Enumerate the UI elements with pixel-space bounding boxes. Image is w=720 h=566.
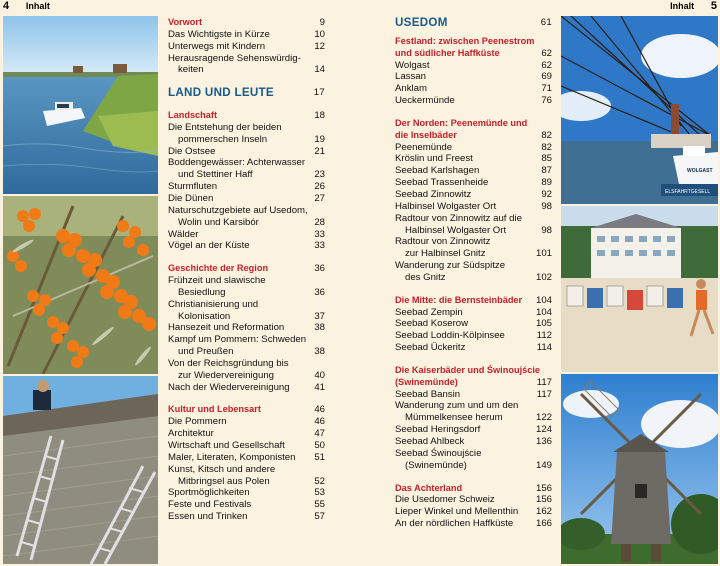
toc-entry-page: 27 <box>314 192 325 204</box>
sea-buckthorn-illustration <box>3 196 158 374</box>
toc-entry <box>395 83 552 95</box>
thatched-roof-illustration <box>3 376 158 564</box>
toc-entry-title: Nach der Wiedervereinigung <box>168 381 290 393</box>
toc-entry-page: 62 <box>541 59 552 71</box>
toc-entry-page: 62 <box>541 47 552 59</box>
toc-entry-page: 33 <box>314 240 325 252</box>
toc-entry-title: Wolgast <box>395 59 430 71</box>
toc-entry-page: 41 <box>314 381 325 393</box>
toc-entry <box>168 41 325 53</box>
toc-section-heading <box>168 263 325 275</box>
toc-entry-page: 18 <box>314 110 325 122</box>
toc-entry-page: 76 <box>541 95 552 107</box>
toc-entry-title: Seebad Ückeritz <box>395 342 466 354</box>
toc-entry-page: 19 <box>314 133 325 145</box>
toc-entry-page: 28 <box>314 216 325 228</box>
toc-entry-page: 12 <box>314 40 325 52</box>
toc-entry-page: 10 <box>314 28 325 40</box>
toc-entry <box>168 487 325 499</box>
toc-entry <box>395 389 552 401</box>
toc-entry <box>395 307 552 319</box>
toc-entry <box>395 342 552 354</box>
toc-entry-page: 9 <box>319 17 325 28</box>
photo-beach-hotel <box>561 206 718 372</box>
toc-entry-title: Die Entstehung der beiden <box>168 121 282 133</box>
toc-entry-title: Halbinsel Wolgaster Ort <box>395 200 497 212</box>
toc-entry-page: 124 <box>535 424 552 436</box>
toc-entry-page: 156 <box>535 494 552 506</box>
toc-entry <box>168 382 325 394</box>
toc-entry-title: Die Ostsee <box>168 145 216 157</box>
toc-entry-page: 82 <box>541 129 552 141</box>
toc-entry-page: 46 <box>314 404 325 416</box>
toc-section-heading <box>395 48 552 60</box>
photo-ship-rigging <box>561 16 718 204</box>
toc-entry-title: pommerschen Inseln <box>178 133 268 145</box>
right-toc-list <box>395 17 552 530</box>
toc-entry-title: Das Achterland <box>395 482 463 493</box>
left-page-header-title: Inhalt <box>25 1 50 11</box>
toc-spacer <box>395 29 552 36</box>
toc-entry-page: 117 <box>536 388 552 400</box>
toc-entry <box>168 134 325 146</box>
left-page-header <box>3 0 50 13</box>
toc-entry <box>395 330 552 342</box>
toc-entry-page: 71 <box>541 83 552 95</box>
toc-entry <box>395 95 552 107</box>
toc-entry-title: Kultur und Lebensart <box>168 404 261 415</box>
toc-spacer <box>168 99 325 110</box>
toc-entry <box>168 169 325 181</box>
toc-spacer <box>168 393 325 404</box>
toc-entry-title: Boddengewässer: Achterwasser <box>168 157 306 169</box>
toc-entry <box>395 506 552 518</box>
toc-entry <box>395 153 552 165</box>
toc-entry <box>395 189 552 201</box>
toc-entry-page: 117 <box>536 376 552 388</box>
toc-entry-title: Wälder <box>168 228 199 240</box>
toc-entry-title: Herausragende Sehenswürdig- <box>168 52 301 64</box>
toc-entry <box>395 400 552 412</box>
toc-entry <box>168 229 325 241</box>
toc-entry <box>168 499 325 511</box>
toc-entry-page: 89 <box>541 177 552 189</box>
toc-entry-title: Festland: zwischen Peenestrom <box>395 35 535 46</box>
toc-entry-page: 104 <box>535 294 552 306</box>
toc-section-heading <box>395 483 552 495</box>
toc-entry-title: Radtour von Zinnowitz <box>395 236 491 248</box>
photo-windmill <box>561 374 718 564</box>
toc-entry-title: Hansezeit und Reformation <box>168 322 285 334</box>
toc-entry-title: Seebad Zinnowitz <box>395 188 472 200</box>
toc-section-heading <box>395 36 552 48</box>
toc-entry-page: 98 <box>541 224 552 236</box>
toc-entry <box>168 476 325 488</box>
toc-entry-title: Seebad Loddin-Kölpinsee <box>395 330 505 342</box>
toc-entry-title: Sportmöglichkeiten <box>168 487 250 499</box>
toc-entry <box>395 142 552 154</box>
toc-entry-title: Wanderung zur Südspitze <box>395 260 506 272</box>
toc-entry-title: Naturschutzgebiete auf Usedom, <box>168 204 308 216</box>
toc-entry <box>168 53 325 65</box>
toc-entry-title: Mümmelkensee herum <box>405 412 503 424</box>
lagoon-boat-illustration <box>3 16 158 194</box>
toc-entry-page: 85 <box>541 153 552 165</box>
toc-entry <box>395 272 552 284</box>
toc-entry-title: USEDOM <box>395 16 448 29</box>
toc-entry <box>395 71 552 83</box>
toc-entry-title: die Inselbäder <box>395 129 457 140</box>
photo-thatched-roof <box>3 376 158 564</box>
toc-entry-title: Besiedlung <box>178 286 226 298</box>
toc-entry <box>168 181 325 193</box>
toc-entry-page: 156 <box>535 482 552 494</box>
toc-entry-title: Kunst, Kitsch und andere <box>168 463 276 475</box>
toc-spacer <box>395 472 552 483</box>
toc-entry-title: und Preußen <box>178 346 234 358</box>
toc-spacer <box>395 354 552 365</box>
toc-section-heading <box>395 377 552 389</box>
toc-entry-page: 36 <box>314 286 325 298</box>
toc-entry-page: 122 <box>535 412 552 424</box>
toc-entry-page: 47 <box>314 428 325 440</box>
toc-entry <box>395 318 552 330</box>
toc-entry-page: 38 <box>314 346 325 358</box>
toc-entry-page: 104 <box>535 306 552 318</box>
toc-entry-title: Seebad Świnoujście <box>395 447 482 459</box>
toc-entry-title: Kolonisation <box>178 310 231 322</box>
photo-lagoon-boat <box>3 16 158 194</box>
toc-spacer <box>395 107 552 118</box>
toc-entry-title: Geschichte der Region <box>168 263 269 274</box>
toc-entry-title: Die Kaiserbäder und Świnoujście <box>395 364 540 375</box>
toc-entry-title: und südlicher Haffküste <box>395 47 500 58</box>
toc-entry-title: An der nördlichen Haffküste <box>395 518 514 530</box>
toc-entry-page: 38 <box>314 322 325 334</box>
toc-entry <box>395 518 552 530</box>
toc-entry <box>168 205 325 217</box>
toc-entry-title: Seebad Heringsdorf <box>395 424 481 436</box>
toc-entry-page: 52 <box>314 475 325 487</box>
toc-entry <box>168 452 325 464</box>
toc-entry-page: 36 <box>314 263 325 275</box>
toc-entry-page: 87 <box>541 165 552 177</box>
toc-entry-title: keiten <box>178 64 204 76</box>
toc-entry-title: Der Norden: Peenemünde und <box>395 117 528 128</box>
toc-entry-title: Lieper Winkel und Mellenthin <box>395 506 519 518</box>
toc-entry-page: 136 <box>535 436 552 447</box>
toc-entry <box>395 412 552 424</box>
toc-entry <box>168 428 325 440</box>
toc-entry-page: 98 <box>541 200 552 212</box>
toc-entry <box>168 311 325 323</box>
toc-entry <box>168 122 325 134</box>
toc-entry-title: Lassan <box>395 71 426 83</box>
toc-entry-title: Landschaft <box>168 110 218 121</box>
toc-entry <box>168 416 325 428</box>
toc-entry <box>395 448 552 460</box>
toc-entry-title: Sturmfluten <box>168 181 218 193</box>
toc-entry <box>168 29 325 41</box>
toc-entry <box>395 60 552 72</box>
toc-entry <box>168 464 325 476</box>
toc-entry <box>395 248 552 260</box>
toc-entry-title: Maler, Literaten, Komponisten <box>168 451 296 463</box>
toc-entry-title: Von der Reichsgründung bis <box>168 357 289 369</box>
toc-spacer <box>168 252 325 263</box>
right-page <box>360 0 720 566</box>
toc-entry-title: Seebad Bansin <box>395 388 461 400</box>
toc-section-heading <box>168 110 325 122</box>
right-page-header-title: Inhalt <box>670 1 695 11</box>
toc-entry <box>395 424 552 436</box>
toc-entry-page: 61 <box>540 17 552 28</box>
toc-entry-page: 162 <box>535 506 552 518</box>
toc-entry <box>168 193 325 205</box>
toc-entry-title: Essen und Trinken <box>168 511 248 523</box>
toc-entry-page: 17 <box>313 87 325 99</box>
toc-entry <box>168 157 325 169</box>
toc-entry-page: 57 <box>314 511 325 523</box>
toc-entry-page: 114 <box>536 342 552 354</box>
toc-entry-title: Ueckermünde <box>395 95 455 107</box>
toc-spacer <box>395 284 552 295</box>
toc-entry-page: 26 <box>314 181 325 193</box>
toc-entry <box>395 260 552 272</box>
toc-entry-page: 55 <box>314 499 325 511</box>
toc-entry-title: Vorwort <box>168 17 203 27</box>
toc-section-heading <box>168 17 325 29</box>
toc-entry-title: Halbinsel Wolgaster Ort <box>405 224 507 236</box>
toc-entry-title: Mitbringsel aus Polen <box>178 475 270 487</box>
windmill-illustration <box>561 374 718 564</box>
toc-section-heading <box>168 404 325 416</box>
toc-entry-page: 14 <box>314 64 325 76</box>
toc-entry-page: 92 <box>541 188 552 200</box>
toc-entry <box>395 213 552 225</box>
toc-entry <box>395 201 552 213</box>
right-page-number: 5 <box>710 0 717 12</box>
toc-section-heading <box>395 365 552 377</box>
toc-entry-title: zur Halbinsel Gnitz <box>405 248 486 260</box>
toc-entry-title: Peenemünde <box>395 141 453 153</box>
toc-entry-title: Die Pommern <box>168 416 227 428</box>
toc-entry <box>168 322 325 334</box>
left-page-number: 4 <box>3 0 10 12</box>
toc-section-heading <box>395 130 552 142</box>
toc-section-heading <box>395 118 552 130</box>
toc-entry-title: Kröslin und Freest <box>395 153 473 165</box>
toc-entry-page: 51 <box>314 451 325 463</box>
toc-part-heading <box>395 17 552 29</box>
toc-entry <box>168 240 325 252</box>
toc-entry <box>168 275 325 287</box>
toc-entry-page: 69 <box>541 71 552 83</box>
toc-entry-page: 21 <box>314 145 325 157</box>
toc-entry-title: Vögel an der Küste <box>168 240 250 252</box>
ship-hull-label: ELSFAHRTGESELL <box>665 189 711 195</box>
toc-entry-page: 53 <box>314 487 325 499</box>
toc-entry-title: Wirtschaft und Gesellschaft <box>168 440 285 451</box>
toc-entry-page: 82 <box>541 141 552 153</box>
toc-entry <box>395 436 552 448</box>
toc-entry-title: Die Mitte: die Bernsteinbäder <box>395 294 523 305</box>
toc-entry <box>168 334 325 346</box>
toc-entry <box>395 225 552 237</box>
toc-entry-page: 23 <box>314 169 325 181</box>
toc-entry <box>395 165 552 177</box>
toc-entry-title: Seebad Zempin <box>395 306 463 318</box>
right-page-header <box>670 0 717 13</box>
toc-entry <box>168 370 325 382</box>
toc-entry-title: Die Usedomer Schweiz <box>395 494 495 506</box>
toc-entry-title: Wanderung zum und um den <box>395 400 519 412</box>
toc-entry-title: Feste und Festivals <box>168 499 252 511</box>
toc-entry <box>168 287 325 299</box>
toc-entry <box>168 299 325 311</box>
toc-entry-page: 112 <box>536 330 552 342</box>
toc-entry-page: 166 <box>535 518 552 530</box>
toc-entry-title: Radtour von Zinnowitz auf die <box>395 212 522 224</box>
toc-entry-page: 149 <box>535 459 552 471</box>
toc-entry-title: LAND UND LEUTE <box>168 86 274 100</box>
toc-entry-title: Anklam <box>395 83 427 95</box>
toc-entry <box>395 460 552 472</box>
photo-sea-buckthorn <box>3 196 158 374</box>
toc-entry <box>168 511 325 523</box>
toc-entry-page: 37 <box>314 310 325 322</box>
toc-entry <box>168 440 325 452</box>
toc-entry <box>168 64 325 76</box>
toc-entry-page: 101 <box>535 248 552 260</box>
ship-name-label: WOLGAST <box>687 168 713 174</box>
toc-entry <box>395 236 552 248</box>
toc-section-heading <box>395 295 552 307</box>
toc-entry-page: 40 <box>314 369 325 381</box>
toc-entry-title: Seebad Trassenheide <box>395 177 489 189</box>
toc-entry-title: und Stettiner Haff <box>178 169 253 181</box>
left-toc-list <box>168 17 325 523</box>
toc-entry-title: zur Wiedervereinigung <box>178 369 274 381</box>
toc-entry-title: Seebad Koserow <box>395 318 469 330</box>
toc-entry-title: Christianisierung und <box>168 298 259 310</box>
toc-entry-title: Unterwegs mit Kindern <box>168 40 266 52</box>
toc-entry <box>168 146 325 158</box>
toc-entry <box>168 358 325 370</box>
toc-entry-page: 33 <box>314 228 325 240</box>
toc-entry-title: Kampf um Pommern: Schweden <box>168 334 307 346</box>
toc-entry-title: Die Dünen <box>168 192 214 204</box>
toc-entry-page: 50 <box>314 440 325 451</box>
beach-hotel-illustration <box>561 206 718 372</box>
toc-part-heading <box>168 87 325 99</box>
toc-entry-page: 46 <box>314 416 325 428</box>
toc-entry-title: (Swinemünde) <box>395 376 458 387</box>
toc-entry-title: des Gnitz <box>405 271 446 283</box>
toc-entry-title: (Swinemünde) <box>405 459 467 471</box>
ship-rigging-illustration <box>561 16 718 204</box>
toc-entry <box>395 494 552 506</box>
toc-entry-title: Architektur <box>168 428 214 440</box>
toc-entry-page: 102 <box>535 271 552 283</box>
toc-entry-title: Seebad Karlshagen <box>395 165 480 177</box>
toc-entry-title: Frühzeit und slawische <box>168 275 266 287</box>
toc-entry <box>395 177 552 189</box>
toc-entry-title: Das Wichtigste in Kürze <box>168 28 270 40</box>
toc-entry <box>168 217 325 229</box>
toc-entry-title: Wolin und Karsibór <box>178 216 259 228</box>
toc-entry-page: 105 <box>535 318 552 330</box>
toc-entry-title: Seebad Ahlbeck <box>395 436 465 447</box>
toc-entry <box>168 346 325 358</box>
